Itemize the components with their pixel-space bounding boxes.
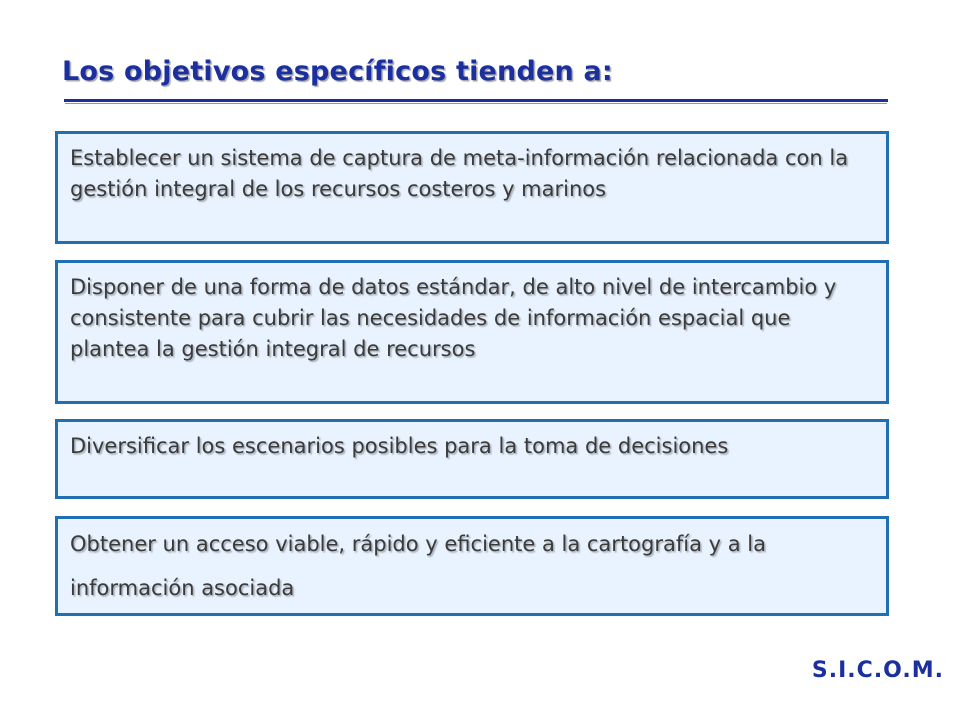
objective-box-4 (55, 516, 889, 616)
objective-box-1 (55, 131, 889, 244)
objective-text-3: Diversificar los escenarios posibles para la toma de decisiones (70, 434, 729, 458)
title-underline (64, 99, 888, 102)
slide-title: Los objetivos específicos tienden a: (62, 56, 613, 87)
objective-text-2: Disponer de una forma de datos estándar, de alto nivel de intercambio y consistente para cubrir las necesidades de información espacial que plantea la gestión integral de recursos (70, 275, 837, 361)
objective-text-4: Obtener un acceso viable, rápido y eficiente a la cartografía y a la información asociada (70, 532, 766, 600)
objective-box-2 (55, 260, 889, 404)
objective-box-3 (55, 419, 889, 499)
footer-logo-text: S.I.C.O.M. (811, 658, 944, 683)
objective-text-1: Establecer un sistema de captura de meta-información relacionada con la gestión integral de los recursos costeros y marinos (70, 146, 849, 201)
